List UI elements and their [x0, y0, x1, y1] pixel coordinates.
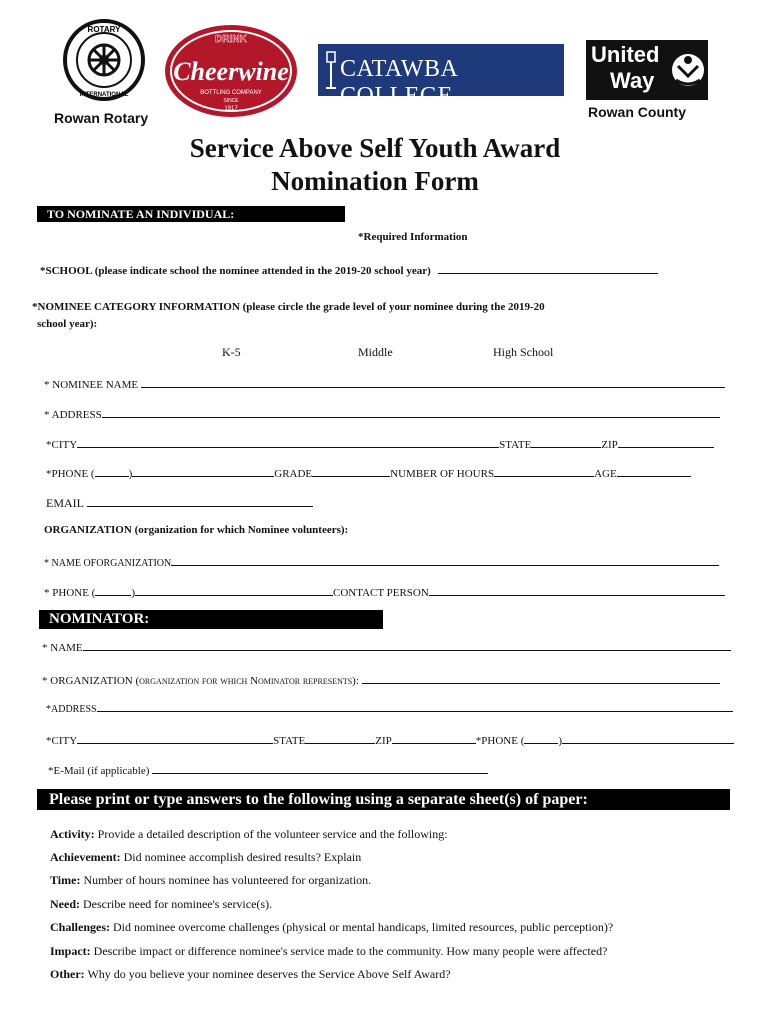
- nominator-email-label: *E-Mail (if applicable): [48, 765, 150, 777]
- question-label: Impact:: [50, 944, 91, 958]
- rotary-caption: Rowan Rotary: [54, 110, 149, 126]
- organization-heading: [44, 524, 348, 536]
- hours-label: NUMBER OF HOURS: [390, 468, 495, 480]
- section-header-answers: Please print or type answers to the following using a separate sheet(s) of paper:: [37, 789, 730, 810]
- cheerwine-since-text: SINCE: [223, 98, 239, 104]
- question-label: Challenges:: [50, 920, 110, 934]
- cheerwine-logo: [162, 22, 300, 120]
- nominee-name-field[interactable]: [141, 375, 725, 388]
- address-field[interactable]: [102, 405, 720, 418]
- nominator-city-label: *CITY: [46, 735, 78, 747]
- grade-field[interactable]: [312, 464, 390, 477]
- grade-option-middle[interactable]: Middle: [358, 345, 393, 359]
- org-phone-close-paren: ): [131, 587, 136, 599]
- nominator-address-field[interactable]: [97, 699, 733, 712]
- nominator-city-row: [46, 731, 734, 747]
- question-text: Why do you believe your nominee deserves the Service Above Self Award?: [84, 967, 451, 981]
- nominator-address-label: *ADDRESS: [46, 704, 97, 715]
- nominator-zip-field[interactable]: [392, 731, 476, 744]
- address-row: [44, 405, 720, 421]
- nominator-name-row: [42, 638, 731, 654]
- grade-label: GRADE: [274, 468, 313, 480]
- nominee-name-label: * NOMINEE NAME: [44, 379, 139, 391]
- city-row: [46, 435, 714, 451]
- nominator-phone-close-paren: ): [558, 735, 563, 747]
- organization-label: ORGANIZATION: [44, 524, 132, 536]
- nominator-phone-label: *PHONE (: [475, 735, 525, 747]
- required-info-note: *Required Information: [358, 231, 468, 243]
- nominator-name-label: * NAME: [42, 642, 83, 654]
- organization-label-rest: (organization for which Nominee volunteers):: [131, 524, 349, 536]
- email-row: [46, 494, 313, 511]
- question-text: Number of hours nominee has volunteered for organization.: [80, 873, 372, 887]
- way-text: Way: [610, 68, 655, 93]
- nominator-zip-label: ZIP: [375, 735, 392, 747]
- question-text: Did nominee overcome challenges (physical or mental handicaps, limited resources, public perception)?: [110, 920, 614, 934]
- logo-header: [0, 0, 770, 135]
- question-label: Other:: [50, 967, 85, 981]
- phone-label: *PHONE (: [46, 468, 95, 480]
- question-label: Need:: [50, 897, 80, 911]
- state-field[interactable]: [531, 435, 601, 448]
- nominator-name-field[interactable]: [83, 638, 731, 651]
- united-way-logo: [586, 40, 708, 100]
- phone-row: [46, 464, 691, 480]
- zip-field[interactable]: [618, 435, 714, 448]
- rotary-logo: [60, 18, 150, 106]
- question-text: Provide a detailed description of the volunteer service and the following:: [94, 827, 448, 841]
- catawba-text: CATAWBA COLLEGE: [340, 56, 457, 109]
- nominator-org-label: * ORGANIZATION (organization for which Nominator represents):: [42, 675, 359, 687]
- section-header-nominator: NOMINATOR:: [39, 610, 383, 629]
- question-text: Describe impact or difference nominee's service made to the community. How many people were affected?: [90, 944, 608, 958]
- org-phone-row: [44, 583, 725, 599]
- nominator-address-row: [46, 699, 733, 715]
- org-name-row: [44, 553, 719, 569]
- address-label: * ADDRESS: [44, 409, 102, 421]
- phone-area-field[interactable]: [95, 464, 129, 477]
- contact-person-label: CONTACT PERSON: [333, 587, 429, 599]
- org-phone-field[interactable]: [135, 583, 333, 596]
- category-row-2: school year):: [37, 318, 98, 330]
- question-text: Did nominee accomplish desired results? Explain: [120, 850, 362, 864]
- phone-field[interactable]: [132, 464, 274, 477]
- nominator-email-field[interactable]: [152, 761, 488, 774]
- question-label: Achievement:: [50, 850, 121, 864]
- category-row: [32, 301, 545, 313]
- cheerwine-year-text: 1917: [224, 106, 238, 112]
- hand-person-icon: [670, 48, 706, 92]
- nominator-org-field[interactable]: [362, 671, 720, 684]
- rotary-top-text: ROTARY: [87, 25, 121, 34]
- nominator-phone-area-field[interactable]: [524, 731, 558, 744]
- cheerwine-sub-text: BOTTLING COMPANY: [200, 90, 262, 96]
- rowan-county-caption: Rowan County: [588, 104, 686, 120]
- age-label: AGE: [594, 468, 617, 480]
- org-name-field[interactable]: [171, 553, 719, 566]
- nominator-org-row: [42, 671, 720, 687]
- rotary-bottom-text: INTERNATIONAL: [79, 92, 129, 98]
- lamp-icon: [324, 50, 338, 90]
- nominator-city-field[interactable]: [77, 731, 273, 744]
- grade-option-k5[interactable]: K-5: [222, 345, 241, 359]
- school-row: [40, 261, 658, 277]
- question-activity: [50, 827, 448, 842]
- nominator-state-label: STATE: [273, 735, 306, 747]
- category-label: *NOMINEE CATEGORY INFORMATION: [32, 301, 240, 313]
- contact-person-field[interactable]: [429, 583, 725, 596]
- question-achievement: [50, 850, 361, 865]
- school-label: *SCHOOL (please indicate school the nominee attended in the 2019-20 school year): [40, 265, 431, 277]
- page-title: Service Above Self Youth Award: [189, 133, 561, 163]
- email-field[interactable]: [87, 494, 313, 507]
- state-label: STATE: [499, 439, 532, 451]
- nominator-state-field[interactable]: [305, 731, 375, 744]
- zip-label: ZIP: [601, 439, 618, 451]
- grade-option-high-school[interactable]: High School: [493, 345, 554, 359]
- hours-field[interactable]: [494, 464, 594, 477]
- nominee-name-row: [44, 375, 725, 391]
- nominator-phone-field[interactable]: [562, 731, 734, 744]
- nominator-email-row: [48, 761, 488, 777]
- question-other: [50, 967, 451, 982]
- cheerwine-drink-text: DRINK: [215, 34, 247, 45]
- org-name-label: * NAME OFORGANIZATION: [44, 558, 172, 569]
- category-label-rest: (please circle the grade level of your nominee during the 2019-20: [239, 301, 545, 313]
- school-field[interactable]: [438, 261, 658, 274]
- city-label: *CITY: [46, 439, 78, 451]
- city-field[interactable]: [77, 435, 499, 448]
- catawba-logo: [318, 44, 564, 109]
- question-text: Describe need for nominee's service(s).: [80, 897, 273, 911]
- question-label: Time:: [50, 873, 81, 887]
- question-time: [50, 873, 371, 888]
- united-text: United: [591, 42, 660, 67]
- section-header-individual: TO NOMINATE AN INDIVIDUAL:: [37, 206, 345, 222]
- question-challenges: [50, 920, 613, 935]
- org-phone-area-field[interactable]: [95, 583, 131, 596]
- org-phone-label: * PHONE (: [44, 587, 96, 599]
- email-label: EMAIL: [46, 496, 84, 510]
- question-label: Activity:: [50, 827, 95, 841]
- page-subtitle: Nomination Form: [271, 166, 479, 196]
- age-field[interactable]: [617, 464, 691, 477]
- phone-close-paren: ): [128, 468, 133, 480]
- cheerwine-name-text: Cheerwine: [173, 57, 289, 86]
- question-need: [50, 897, 272, 912]
- question-impact: [50, 944, 607, 959]
